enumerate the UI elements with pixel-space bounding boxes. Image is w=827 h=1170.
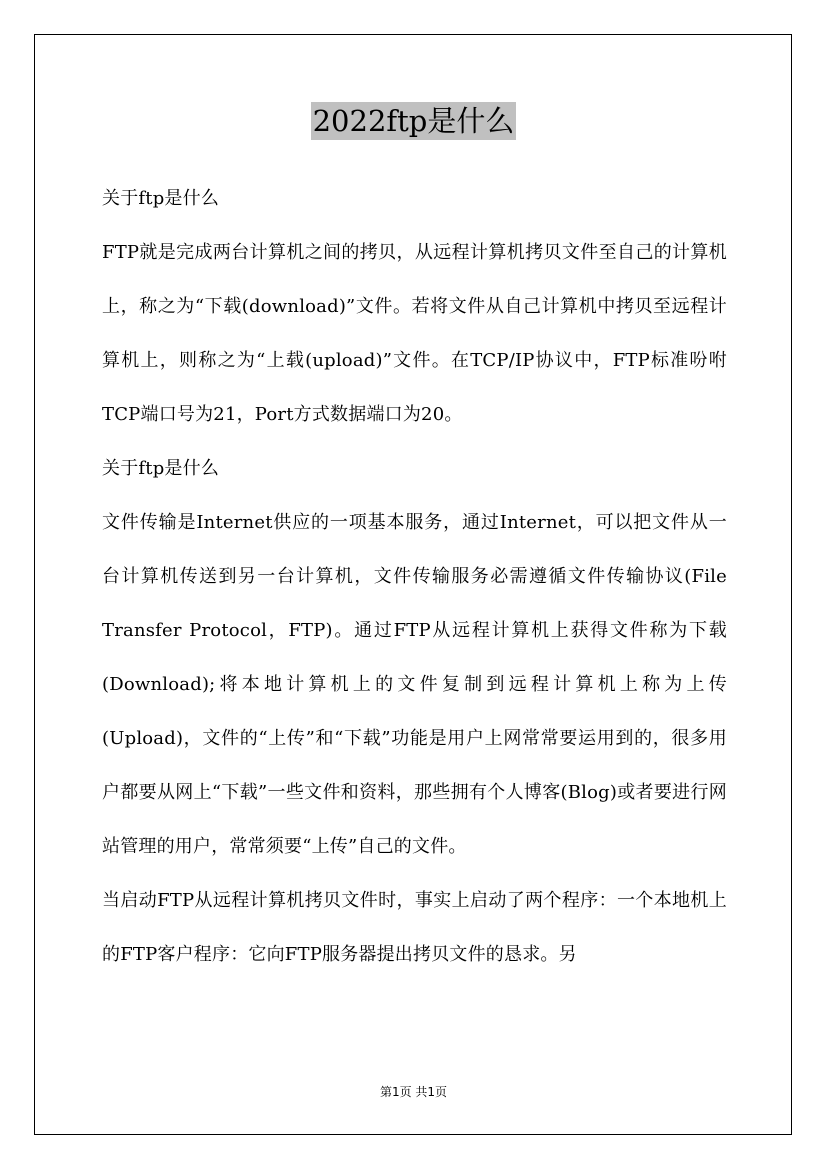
section-heading: 关于ftp是什么 (102, 188, 220, 209)
paragraph: 文件传输是Internet供应的一项基本服务，通过Internet，可以把文件从一台计算机传送到另一台计算机，文件传输服务必需遵循文件传输协议(File Transfer Protocol，FTP)。通过FTP从远程计算机上获得文件称为下载(Download);将本地计算机上的文件复制到远程计算机上称为上传(Upload)，文件的“上传”和“下载”功能是用户上网常常要运用到的，很多用户都要从网上“下载”一些文件和资料，那些拥有个人博客(Blog)或者要进行网站管理的用户，常常须要“上传”自己的文件。 (102, 512, 727, 857)
section-heading: 关于ftp是什么 (102, 458, 220, 479)
paragraph: FTP就是完成两台计算机之间的拷贝，从远程计算机拷贝文件至自己的计算机上，称之为“下载(download)”文件。若将文件从自己计算机中拷贝至远程计算机上，则称之为“上载(upload)”文件。在TCP/IP协议中，FTP标准吩咐TCP端口号为21，Port方式数据端口为20。 (102, 242, 727, 425)
title-container (0, 102, 827, 140)
paragraph: 当启动FTP从远程计算机拷贝文件时，事实上启动了两个程序：一个本地机上的FTP客户程序：它向FTP服务器提出拷贝文件的恳求。另 (102, 890, 727, 965)
page-footer: 第1页 共1页 (379, 1085, 448, 1099)
document-title: 2022ftp是什么 (312, 104, 515, 138)
document-body (102, 172, 727, 982)
